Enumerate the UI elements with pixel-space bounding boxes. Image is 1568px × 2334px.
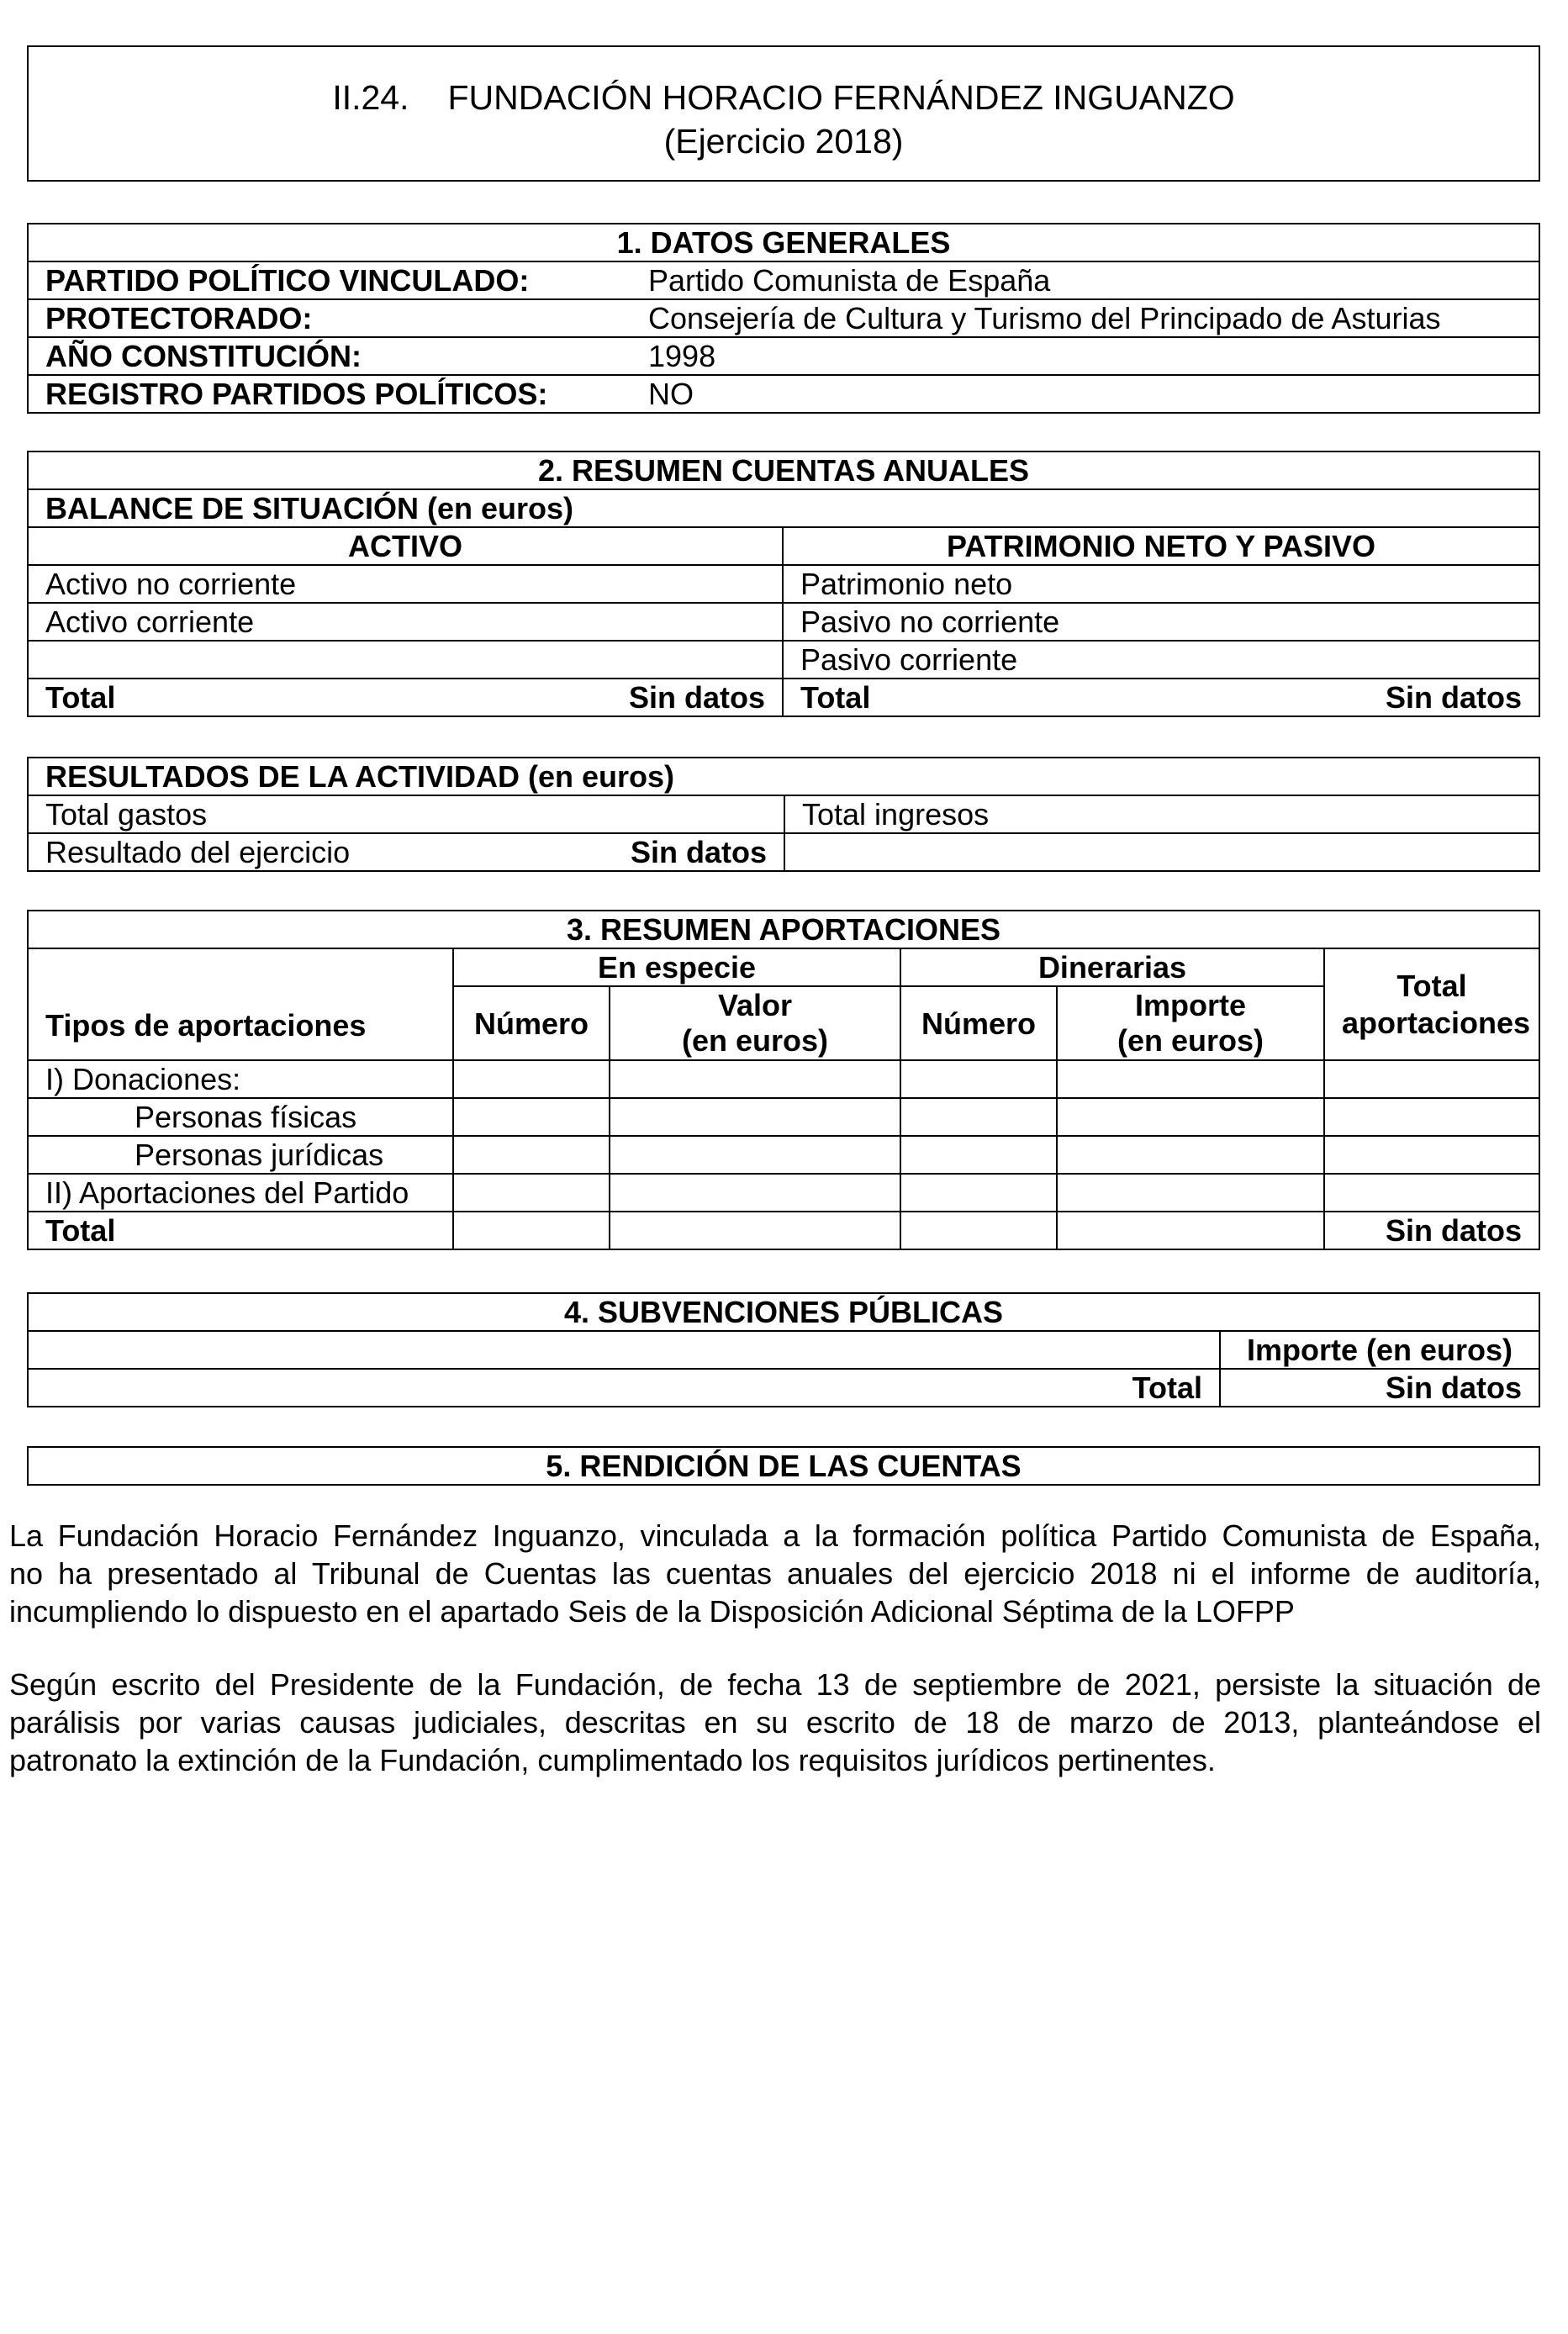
subvenciones-section (27, 1292, 1540, 1407)
foundation-name: FUNDACIÓN HORACIO FERNÁNDEZ INGUANZO (447, 78, 1235, 117)
document-title (29, 76, 1539, 119)
aportacion-type: Personas físicas (28, 1098, 453, 1136)
row-value: Consejería de Cultura y Turismo del Principado de Asturias (631, 299, 1539, 337)
row-label: PARTIDO POLÍTICO VINCULADO: (28, 261, 631, 299)
pasivo-total-cell (783, 679, 1539, 716)
total-label: Total (45, 680, 116, 715)
pasivo-row: Pasivo corriente (783, 641, 1539, 679)
total-gastos-label: Total gastos (28, 795, 784, 833)
subvenciones-table (27, 1292, 1540, 1407)
importe-header (1057, 986, 1324, 1060)
document-title-box (27, 45, 1540, 182)
table-row (28, 565, 1539, 603)
empty-cell (28, 1331, 1220, 1369)
row-label: REGISTRO PARTIDOS POLÍTICOS: (28, 375, 631, 413)
total-label: Total (28, 1212, 453, 1249)
activo-total-value: Sin datos (628, 680, 765, 715)
total-aportaciones-line2: aportaciones (1342, 1005, 1531, 1040)
table-row (28, 833, 1539, 871)
resultado-value: Sin datos (630, 835, 767, 869)
subvenciones-total-value: Sin datos (1220, 1369, 1539, 1407)
cuentas-anuales-heading: 2. RESUMEN CUENTAS ANUALES (28, 451, 1539, 489)
paragraph-line: La Fundación Horacio Fernández Inguanzo, vinculada a la formación política Partido Comunista de España, (9, 1518, 1541, 1553)
aportaciones-section (27, 910, 1540, 1250)
table-row (28, 641, 1539, 679)
pasivo-row: Pasivo no corriente (783, 603, 1539, 641)
valor-header (610, 986, 900, 1060)
en-especie-header: En especie (453, 948, 900, 986)
subvenciones-heading: 4. SUBVENCIONES PÚBLICAS (28, 1293, 1539, 1331)
activo-row: Activo corriente (28, 603, 783, 641)
table-row (28, 375, 1539, 413)
total-row (28, 1369, 1539, 1407)
aportacion-type: II) Aportaciones del Partido (28, 1174, 453, 1212)
datos-generales-heading: 1. DATOS GENERALES (28, 224, 1539, 261)
aportacion-type: I) Donaciones: (28, 1060, 453, 1098)
row-label: AÑO CONSTITUCIÓN: (28, 337, 631, 375)
aportaciones-heading: 3. RESUMEN APORTACIONES (28, 911, 1539, 948)
tipos-header: Tipos de aportaciones (28, 948, 453, 1060)
rendicion-table (27, 1446, 1540, 1486)
total-aportaciones-line1: Total (1396, 968, 1467, 1003)
balance-title: BALANCE DE SITUACIÓN (en euros) (28, 489, 1539, 527)
pasivo-total-value: Sin datos (1385, 680, 1522, 715)
paragraph-line: incumpliendo lo dispuesto en el apartado Seis de la Disposición Adicional Séptima de la LOFPP (9, 1594, 1295, 1629)
paragraph-2 (9, 1666, 1541, 1779)
pasivo-header: PATRIMONIO NETO Y PASIVO (783, 527, 1539, 565)
pasivo-row: Patrimonio neto (783, 565, 1539, 603)
activo-header: ACTIVO (28, 527, 783, 565)
total-row (28, 1212, 1539, 1249)
total-aportaciones-header (1324, 948, 1539, 1060)
cuentas-anuales-section (27, 451, 1540, 717)
datos-generales-section (27, 223, 1540, 414)
total-ingresos-label: Total ingresos (784, 795, 1539, 833)
resultados-title: RESULTADOS DE LA ACTIVIDAD (en euros) (28, 758, 1539, 795)
empty-cell (784, 833, 1539, 871)
paragraph-1 (9, 1517, 1541, 1630)
resultado-label: Resultado del ejercicio (45, 835, 351, 869)
row-value: Partido Comunista de España (631, 261, 1539, 299)
table-row (28, 603, 1539, 641)
section-number: II.24. (332, 78, 409, 117)
table-row (28, 299, 1539, 337)
aportaciones-table (27, 910, 1540, 1250)
table-row (28, 337, 1539, 375)
total-row (28, 679, 1539, 716)
importe-line1: Importe (1134, 988, 1246, 1022)
paragraph-line: patronato la extinción de la Fundación, cumplimentado los requisitos jurídicos pertinentes. (9, 1743, 1216, 1777)
paragraph-line: no ha presentado al Tribunal de Cuentas las cuentas anuales del ejercicio 2018 ni el informe de auditoría, (9, 1556, 1541, 1591)
dinerarias-header: Dinerarias (900, 948, 1324, 986)
importe-header: Importe (en euros) (1220, 1331, 1539, 1369)
fiscal-year: (Ejercicio 2018) (663, 122, 904, 161)
rendicion-heading: 5. RENDICIÓN DE LAS CUENTAS (28, 1447, 1539, 1485)
table-row (28, 795, 1539, 833)
balance-table (27, 451, 1540, 717)
numero-header: Número (453, 986, 610, 1060)
resultados-section (27, 757, 1540, 872)
total-label: Total (28, 1369, 1220, 1407)
activo-empty-cell (28, 641, 783, 679)
activo-total-cell (28, 679, 783, 716)
importe-line2: (en euros) (1117, 1023, 1264, 1058)
resultado-cell (28, 833, 784, 871)
paragraph-line: parálisis por varias causas judiciales, descritas en su escrito de 18 de marzo de 2013, planteándose el (9, 1705, 1541, 1740)
paragraph-line: Según escrito del Presidente de la Fundación, de fecha 13 de septiembre de 2021, persiste la situación de (9, 1667, 1541, 1702)
resultados-table (27, 757, 1540, 872)
activo-row: Activo no corriente (28, 565, 783, 603)
table-row (28, 1174, 1539, 1212)
row-label: PROTECTORADO: (28, 299, 631, 337)
table-row (28, 1136, 1539, 1174)
table-row (28, 261, 1539, 299)
aportacion-type: Personas jurídicas (28, 1136, 453, 1174)
row-value: NO (631, 375, 1539, 413)
table-row (28, 1060, 1539, 1098)
rendicion-section (27, 1446, 1540, 1486)
table-row (28, 1098, 1539, 1136)
aportaciones-total-value: Sin datos (1324, 1212, 1539, 1249)
valor-line2: (en euros) (681, 1023, 829, 1058)
row-value: 1998 (631, 337, 1539, 375)
numero-header: Número (900, 986, 1057, 1060)
total-label: Total (800, 680, 871, 715)
datos-generales-table (27, 223, 1540, 414)
valor-line1: Valor (717, 988, 793, 1022)
